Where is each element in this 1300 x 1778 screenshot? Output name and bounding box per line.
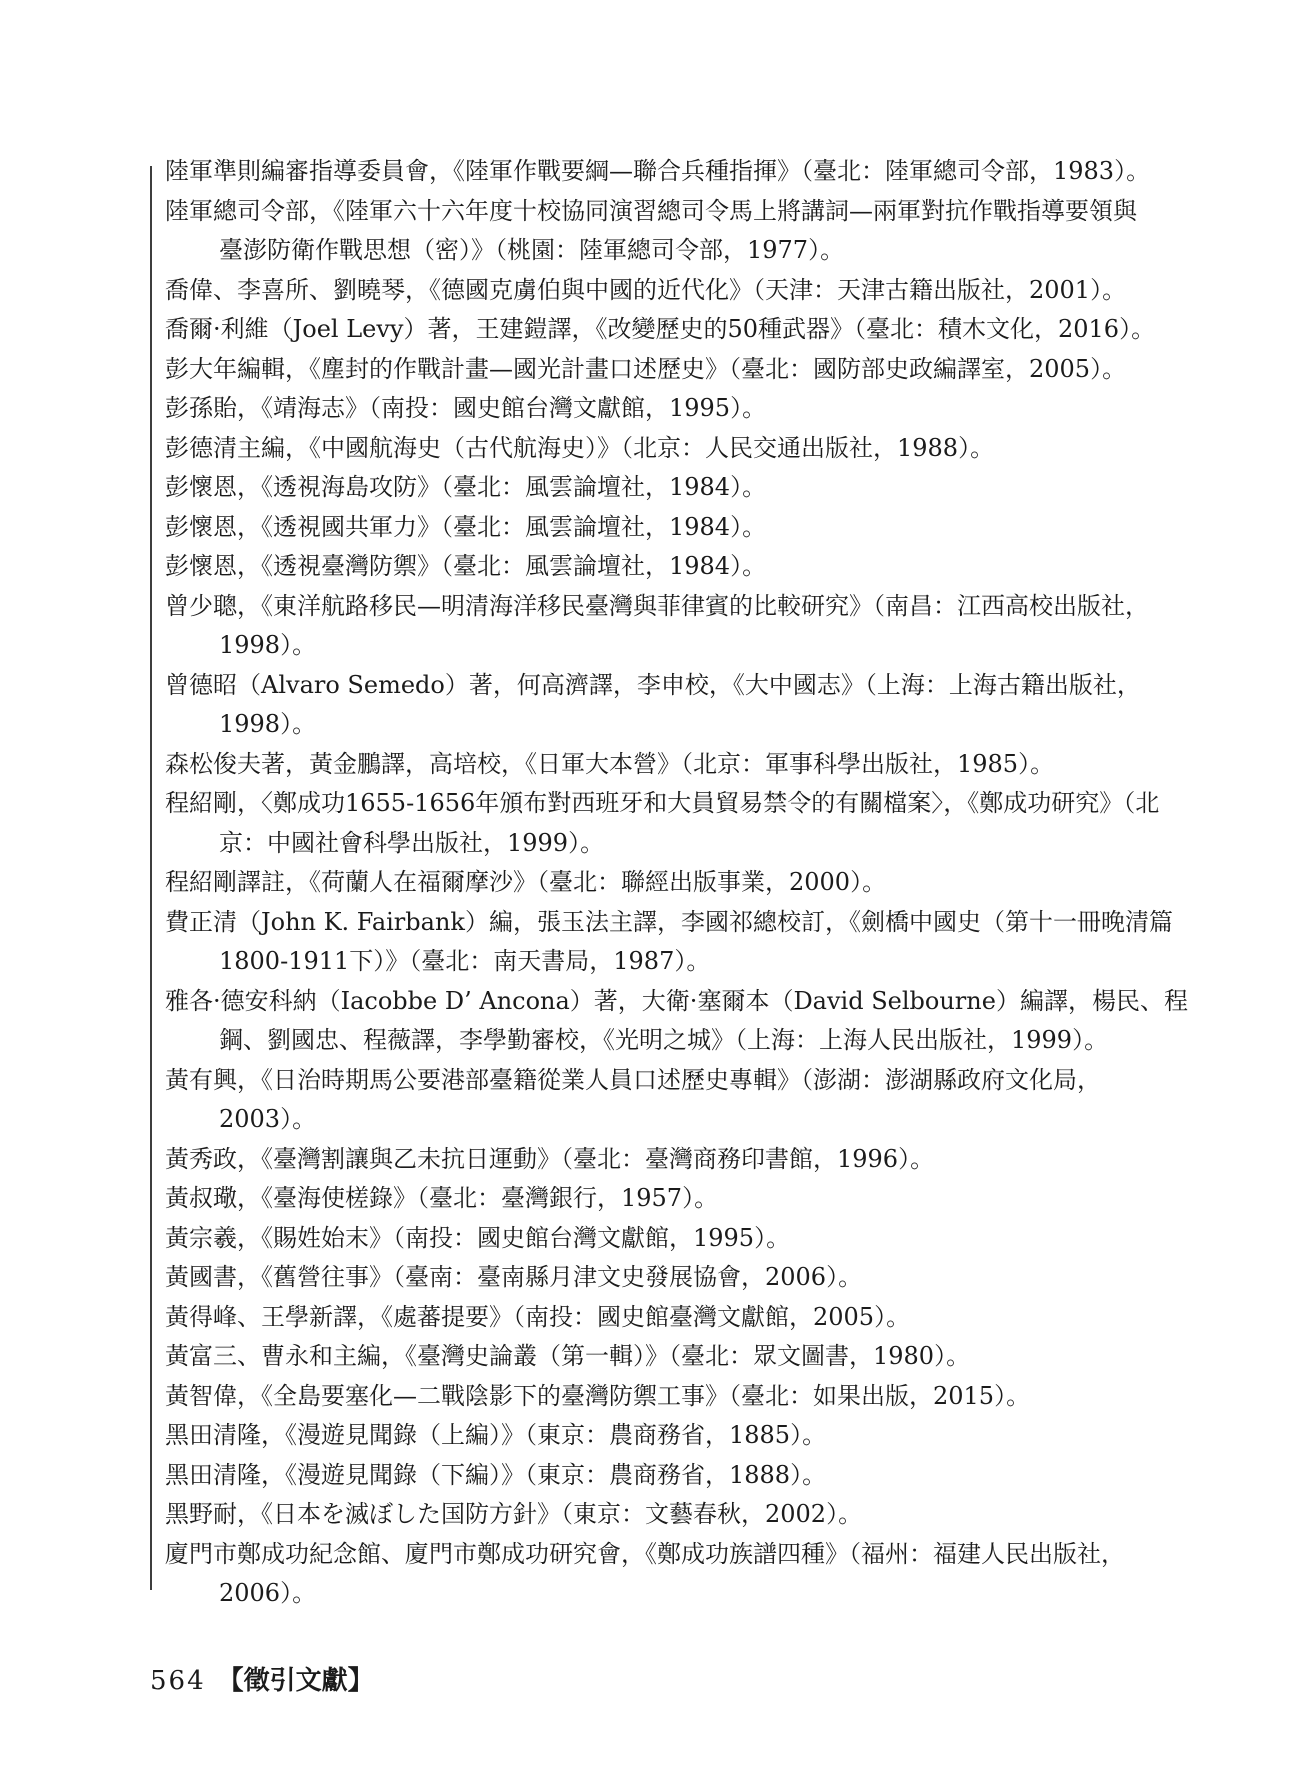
bib-entry-line: 黑田清隆，《漫遊見聞錄（下編）》（東京：農商務省，1888）。 — [165, 1460, 827, 1489]
bib-entry-continuation-line: 2006）。 — [219, 1579, 317, 1607]
bib-entry-continuation-line: 1998）。 — [219, 710, 317, 738]
bib-entry — [165, 468, 1240, 508]
bib-entry-continuation-line: 京：中國社會科學出版社，1999）。 — [219, 828, 605, 857]
bib-entry-line: 彭德清主編，《中國航海史（古代航海史）》（北京：人民交通出版社，1988）。 — [165, 433, 995, 462]
bib-entry-continuation-line: 臺澎防衛作戰思想（密）》（桃園：陸軍總司令部，1977）。 — [219, 236, 845, 264]
bib-entry-line: 黃有興，《日治時期馬公要港部臺籍從業人員口述歷史專輯》（澎湖：澎湖縣政府文化局， — [165, 1065, 1101, 1094]
bib-entry-continuation-line: 1800-1911下）》（臺北：南天書局，1987）。 — [219, 947, 711, 975]
bib-entry-line: 費正清（John K. Fairbank）編，張玉法主譯，李國祁總校訂，《劍橋中國史（第十一冊晚清篇 — [165, 907, 1173, 936]
bib-entry — [165, 547, 1240, 587]
bib-entry — [165, 192, 1240, 271]
bib-entry — [165, 1179, 1240, 1219]
bib-entry-line: 彭懷恩，《透視海島攻防》（臺北：風雲論壇社，1984）。 — [165, 473, 767, 501]
bib-entry-line: 黃宗羲，《賜姓始末》（南投：國史館台灣文獻館，1995）。 — [165, 1223, 791, 1252]
left-margin-rule — [150, 166, 152, 1590]
bib-entry — [165, 1416, 1240, 1456]
bib-entry-line: 黑野耐，《日本を滅ぼした国防方針》（東京：文藝春秋，2002）。 — [165, 1500, 863, 1528]
page-footer — [150, 1660, 374, 1697]
bib-entry — [165, 271, 1240, 311]
page-number: 564 — [150, 1666, 206, 1696]
bib-entry — [165, 1140, 1240, 1180]
section-label: 【徵引文獻】 — [217, 1666, 374, 1696]
bib-entry — [165, 152, 1240, 192]
bib-entry — [165, 666, 1240, 745]
bib-entry-line: 黃得峰、王學新譯，《處蕃提要》（南投：國史館臺灣文獻館，2005）。 — [165, 1302, 911, 1331]
bib-entry — [165, 1456, 1240, 1496]
bib-entry-line: 彭懷恩，《透視國共軍力》（臺北：風雲論壇社，1984）。 — [165, 512, 767, 541]
bib-entry — [165, 508, 1240, 548]
bib-entry — [165, 1337, 1240, 1377]
bib-entry — [165, 1377, 1240, 1417]
bib-entry-line: 彭孫貽，《靖海志》（南投：國史館台灣文獻館，1995）。 — [165, 394, 767, 422]
bib-entry-line: 曾少聰，《東洋航路移民—明清海洋移民臺灣與菲律賓的比較研究》（南昌：江西高校出版社， — [165, 591, 1149, 620]
bib-entry — [165, 1258, 1240, 1298]
bib-entry — [165, 389, 1240, 429]
bib-entry-line: 陸軍準則編審指導委員會，《陸軍作戰要綱—聯合兵種指揮》（臺北：陸軍總司令部，1983）。 — [165, 157, 1151, 185]
bib-entry — [165, 982, 1240, 1061]
bib-entry-continuation-line: 2003）。 — [219, 1105, 317, 1133]
bib-entry-continuation-line: 鋼、劉國忠、程薇譯，李學勤審校，《光明之城》（上海：上海人民出版社，1999）。 — [219, 1026, 1109, 1054]
bib-entry-continuation-line: 1998）。 — [219, 631, 317, 659]
bib-entry-line: 喬偉、李喜所、劉曉琴，《德國克虜伯與中國的近代化》（天津：天津古籍出版社，2001）。 — [165, 275, 1127, 304]
bib-entry-line: 陸軍總司令部，《陸軍六十六年度十校協同演習總司令馬上將講詞—兩軍對抗作戰指導要領與 — [165, 196, 1137, 225]
bib-entry-line: 程紹剛，〈鄭成功1655-1656年頒布對西班牙和大員貿易禁令的有關檔案〉，《鄭成功研究》（北 — [165, 789, 1160, 817]
bib-entry — [165, 863, 1240, 903]
bib-entry — [165, 429, 1240, 469]
bib-entry-line: 曾德昭（Alvaro Semedo）著，何高濟譯，李申校，《大中國志》（上海：上海古籍出版社， — [165, 670, 1141, 699]
bib-entry — [165, 1535, 1240, 1614]
bib-entry-line: 黃叔璥，《臺海使槎錄》（臺北：臺灣銀行，1957）。 — [165, 1184, 719, 1212]
bib-entry-line: 彭懷恩，《透視臺灣防禦》（臺北：風雲論壇社，1984）。 — [165, 552, 767, 580]
bib-entry-line: 黃智偉，《全島要塞化—二戰陰影下的臺灣防禦工事》（臺北：如果出版，2015）。 — [165, 1381, 1031, 1410]
bib-entry — [165, 350, 1240, 390]
bib-entry-line: 雅各·德安科納（Iacobbe D’ Ancona）著，大衛·塞爾本（David Selbourne）編譯，楊民、程 — [165, 986, 1188, 1015]
bib-entry-line: 廈門市鄭成功紀念館、廈門市鄭成功研究會，《鄭成功族譜四種》（福州：福建人民出版社， — [165, 1539, 1125, 1568]
bib-entry-line: 黃秀政，《臺灣割讓與乙未抗日運動》（臺北：臺灣商務印書館，1996）。 — [165, 1144, 935, 1173]
bib-entry — [165, 1219, 1240, 1259]
bibliography-list — [165, 152, 1240, 1614]
bib-entry-line: 黃國書，《舊營往事》（臺南：臺南縣月津文史發展協會，2006）。 — [165, 1263, 863, 1291]
bib-entry — [165, 903, 1240, 982]
bib-entry-line: 森松俊夫著，黃金鵬譯，高培校，《日軍大本營》（北京：軍事科學出版社，1985）。 — [165, 749, 1055, 778]
bib-entry-line: 彭大年編輯，《塵封的作戰計畫—國光計畫口述歷史》（臺北：國防部史政編譯室，2005）。 — [165, 354, 1127, 383]
bib-entry — [165, 1061, 1240, 1140]
bib-entry — [165, 1495, 1240, 1535]
bib-entry — [165, 310, 1240, 350]
bib-entry-line: 喬爾·利維（Joel Levy）著，王建鎧譯，《改變歷史的50種武器》（臺北：積木文化，2016）。 — [165, 315, 1156, 343]
bib-entry-line: 程紹剛譯註，《荷蘭人在福爾摩沙》（臺北：聯經出版事業，2000）。 — [165, 868, 887, 896]
bib-entry — [165, 784, 1240, 863]
bib-entry — [165, 745, 1240, 785]
bib-entry-line: 黑田清隆，《漫遊見聞錄（上編）》（東京：農商務省，1885）。 — [165, 1421, 827, 1449]
bib-entry-line: 黃富三、曹永和主編，《臺灣史論叢（第一輯）》（臺北：眾文圖書，1980）。 — [165, 1342, 971, 1370]
bib-entry — [165, 587, 1240, 666]
bib-entry — [165, 1298, 1240, 1338]
